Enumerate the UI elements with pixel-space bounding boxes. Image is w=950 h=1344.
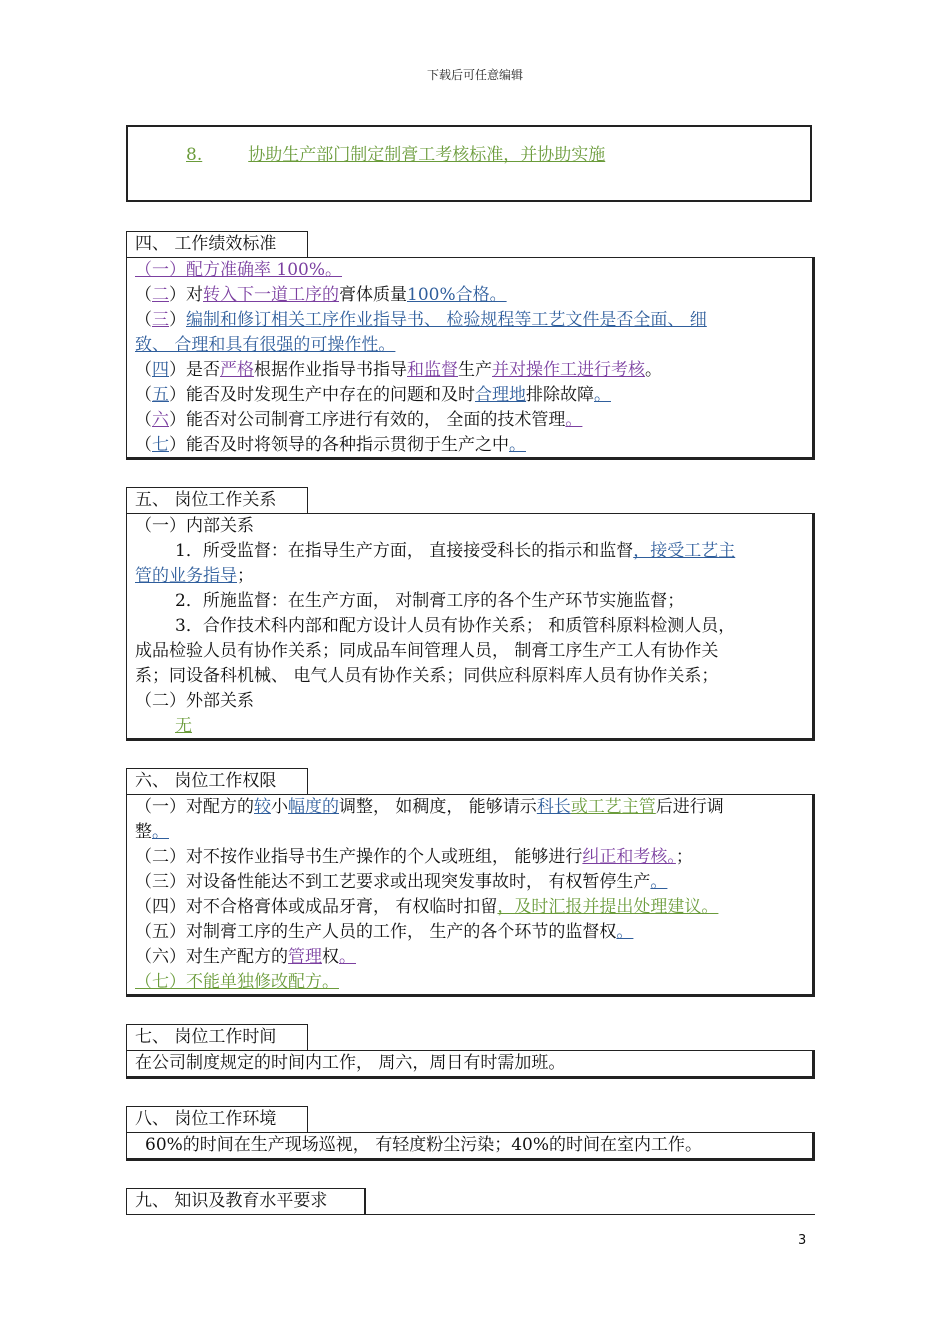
s7-line-1: 在公司制度规定的时间内工作， 周六，周日有时需加班。 <box>135 1053 566 1073</box>
section-6-body <box>126 794 815 997</box>
page-header-note: 下载后可任意编辑 <box>426 68 523 82</box>
section-4-title: 四、 工作绩效标准 <box>126 231 308 257</box>
section-4-body <box>126 257 815 460</box>
s6-line-1: （一）对配方的较小幅度的调整， 如稠度， 能够请示科长或工艺主管后进行调 <box>135 797 724 817</box>
s5-line-2: 1．所受监督：在指导生产方面， 直接接受科长的指示和监督，接受工艺主 <box>175 541 736 561</box>
s4-line-3-cont: 致、 合理和具有很强的可操作性。 <box>135 335 396 355</box>
s4-line-2: （二）对转入下一道工序的膏体质量100%合格。 <box>135 285 507 305</box>
s5-line-4: 3．合作技术科内部和配方设计人员有协作关系； 和质管科原料检测人员， <box>175 616 736 636</box>
s5-line-8: 无 <box>175 716 192 736</box>
section-5-body <box>126 513 815 741</box>
section-9-title: 九、 知识及教育水平要求 <box>126 1188 366 1214</box>
s5-line-7: （二）外部关系 <box>135 691 254 711</box>
s6-line-5: （五）对制膏工序的生产人员的工作， 生产的各个环节的监督权。 <box>135 922 634 942</box>
s5-line-6: 系；同设备科机械、 电气人员有协作关系；同供应科原料库人员有协作关系； <box>135 666 719 686</box>
s6-line-1-cont: 整。 <box>135 822 169 842</box>
duty-item-text: 协助生产部门制定制膏工考核标准，并协助实施 <box>248 145 606 165</box>
s5-line-3: 2．所施监督：在生产方面， 对制膏工序的各个生产环节实施监督； <box>175 591 685 611</box>
page-number: 3 <box>798 1233 807 1248</box>
duty-item-8 <box>186 143 605 168</box>
s4-line-7: （七）能否及时将领导的各种指示贯彻于生产之中。 <box>135 435 526 455</box>
section-5-title: 五、 岗位工作关系 <box>126 487 308 513</box>
duty-item-number: 8. <box>186 145 203 165</box>
s4-line-1: （一）配方准确率 100%。 <box>135 260 343 280</box>
s6-line-6: （六）对生产配方的管理权。 <box>135 947 356 967</box>
s4-line-4: （四）是否严格根据作业指导书指导和监督生产并对操作工进行考核。 <box>135 360 662 380</box>
s6-line-4: （四）对不合格膏体或成品牙膏， 有权临时扣留，及时汇报并提出处理建议。 <box>135 897 719 917</box>
s5-line-2-cont: 管的业务指导； <box>135 566 254 586</box>
duty-item-box <box>126 125 812 202</box>
s6-line-3: （三）对设备性能达不到工艺要求或出现突发事故时， 有权暂停生产。 <box>135 872 668 892</box>
s6-line-2: （二）对不按作业指导书生产操作的个人或班组， 能够进行纠正和考核。； <box>135 847 693 867</box>
s4-line-6: （六）能否对公司制膏工序进行有效的， 全面的技术管理。 <box>135 410 583 430</box>
s4-line-5: （五）能否及时发现生产中存在的问题和及时合理地排除故障。 <box>135 385 611 405</box>
s8-line-1: 60%的时间在生产现场巡视， 有轻度粉尘污染；40%的时间在室内工作。 <box>145 1135 702 1155</box>
section-8-title: 八、 岗位工作环境 <box>126 1106 308 1132</box>
section-6-title: 六、 岗位工作权限 <box>126 768 308 794</box>
s4-line-3: （三）编制和修订相关工序作业指导书、 检验规程等工艺文件是否全面、 细 <box>135 310 707 330</box>
s5-line-5: 成品检验人员有协作关系；同成品车间管理人员， 制膏工序生产工人有协作关 <box>135 641 719 661</box>
section-7-title: 七、 岗位工作时间 <box>126 1024 308 1050</box>
section-8-body <box>126 1132 815 1161</box>
section-7-body <box>126 1050 815 1079</box>
s6-line-7: （七）不能单独修改配方。 <box>135 972 339 992</box>
section-9-rule <box>126 1214 815 1215</box>
s5-line-1: （一）内部关系 <box>135 516 254 536</box>
